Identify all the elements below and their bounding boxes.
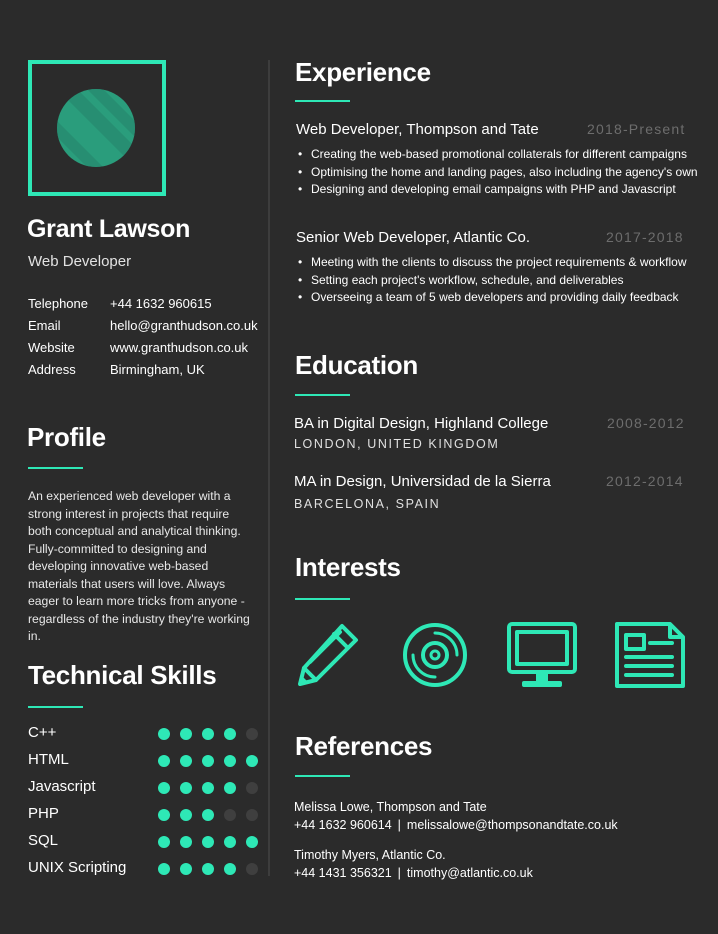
- reference-email[interactable]: timothy@atlantic.co.uk: [406, 866, 533, 880]
- skill-dot-filled: [202, 755, 214, 767]
- avatar: [28, 60, 166, 196]
- skill-name: UNIX Scripting: [28, 859, 127, 876]
- reference-email[interactable]: melissalowe@thompsonandtate.co.uk: [406, 818, 618, 832]
- skill-dot-filled: [180, 863, 192, 875]
- pencil-icon: [294, 620, 362, 688]
- skill-dot-filled: [158, 728, 170, 740]
- references-heading-underline: [295, 775, 350, 777]
- skills-heading: Technical Skills: [28, 660, 217, 690]
- skill-row: [28, 751, 260, 771]
- profile-text: An experienced web developer with a strong interest in projects that require both conceptual and analytical thinking. Fully-committed to designing and developing innovative web-based materials that users will love. Always eager to learn more tricks from anyone - regardless of the industry they're working in.: [28, 489, 250, 643]
- job-title: Web Developer, Thompson and Tate: [296, 121, 539, 138]
- contact-email-value[interactable]: hello@granthudson.co.uk: [110, 318, 258, 333]
- profile-heading-underline: [28, 467, 83, 469]
- skill-dot-empty: [224, 809, 236, 821]
- person-title: Web Developer: [28, 253, 132, 270]
- job-title: Senior Web Developer, Atlantic Co.: [296, 229, 531, 246]
- reference-phone: +44 1632 960614: [294, 818, 392, 832]
- skill-dot-filled: [202, 809, 214, 821]
- education-dates: 2012-2014: [606, 473, 684, 489]
- skill-dot-filled: [224, 836, 236, 848]
- skill-dot-filled: [202, 782, 214, 794]
- skill-dot-filled: [180, 728, 192, 740]
- skill-dot-filled: [202, 728, 214, 740]
- skill-dot-filled: [246, 755, 258, 767]
- monitor-icon: [506, 621, 578, 689]
- job-bullet: • Meeting with the clients to discuss the project requirements & workflow: [296, 254, 687, 272]
- skill-name: Javascript: [28, 778, 96, 795]
- reference-contact: [294, 816, 618, 834]
- skill-dot-filled: [180, 755, 192, 767]
- skill-dot-filled: [180, 782, 192, 794]
- skills-heading-underline: [28, 706, 83, 708]
- reference-separator: |: [397, 866, 401, 880]
- disc-icon: [401, 621, 469, 689]
- column-divider: [268, 60, 270, 876]
- skill-name: SQL: [28, 832, 59, 849]
- reference-phone: +44 1431 356321: [294, 866, 392, 880]
- skill-name: C++: [28, 724, 57, 741]
- contact-telephone-value: +44 1632 960615: [110, 296, 212, 311]
- references-heading: References: [295, 731, 433, 761]
- skill-row: [28, 832, 260, 852]
- skill-dot-filled: [224, 863, 236, 875]
- skill-dot-filled: [246, 836, 258, 848]
- contact-label: Address: [28, 362, 76, 377]
- contact-label: Email: [28, 318, 61, 333]
- skill-dot-filled: [224, 755, 236, 767]
- reference-name: Timothy Myers, Atlantic Co.: [294, 848, 446, 862]
- skill-dot-filled: [180, 809, 192, 821]
- avatar-frame: [28, 60, 166, 196]
- newspaper-icon: [614, 621, 686, 689]
- person-name: Grant Lawson: [27, 215, 191, 243]
- job-dates: 2018-Present: [587, 121, 686, 137]
- skill-dot-empty: [246, 728, 258, 740]
- job-bullet: • Creating the web-based promotional collaterals for different campaigns: [296, 146, 698, 164]
- job-bullet: • Setting each project's workflow, schedule, and deliverables: [296, 272, 687, 290]
- contact-address-value: Birmingham, UK: [110, 362, 205, 377]
- education-location: BARCELONA, SPAIN: [294, 497, 441, 511]
- contact-label: Website: [28, 340, 75, 355]
- job-bullets: [296, 254, 687, 307]
- education-location: LONDON, UNITED KINGDOM: [294, 437, 500, 451]
- reference-name: Melissa Lowe, Thompson and Tate: [294, 800, 487, 814]
- contact-label: Telephone: [28, 296, 88, 311]
- skill-dot-filled: [158, 809, 170, 821]
- education-degree: MA in Design, Universidad de la Sierra: [294, 473, 551, 490]
- education-dates: 2008-2012: [607, 415, 685, 431]
- skill-row: [28, 778, 260, 798]
- job-dates: 2017-2018: [606, 229, 684, 245]
- education-degree: BA in Digital Design, Highland College: [294, 415, 549, 432]
- skill-dot-empty: [246, 809, 258, 821]
- job-bullet: • Designing and developing email campaigns with PHP and Javascript: [296, 181, 698, 199]
- reference-contact: [294, 864, 533, 882]
- interests-heading-underline: [295, 598, 350, 600]
- profile-heading: Profile: [27, 422, 106, 452]
- skill-dot-filled: [158, 863, 170, 875]
- skill-dot-filled: [224, 728, 236, 740]
- skill-row: [28, 859, 260, 879]
- education-heading-underline: [295, 394, 350, 396]
- skill-row: [28, 724, 260, 744]
- skill-row: [28, 805, 260, 825]
- job-bullet: • Optimising the home and landing pages, also including the agency's own: [296, 164, 698, 182]
- experience-heading-underline: [295, 100, 350, 102]
- contact-website-value[interactable]: www.granthudson.co.uk: [110, 340, 249, 355]
- skill-dot-filled: [224, 782, 236, 794]
- skill-dot-filled: [202, 863, 214, 875]
- skill-dot-empty: [246, 782, 258, 794]
- skill-dot-empty: [246, 863, 258, 875]
- skill-dot-filled: [202, 836, 214, 848]
- job-bullet: • Overseeing a team of 5 web developers and providing daily feedback: [296, 289, 687, 307]
- reference-separator: |: [397, 818, 401, 832]
- skill-dot-filled: [180, 836, 192, 848]
- skill-dot-filled: [158, 755, 170, 767]
- job-bullets: [296, 146, 698, 199]
- skill-name: HTML: [28, 751, 69, 768]
- skill-dot-filled: [158, 782, 170, 794]
- interests-heading: Interests: [295, 552, 401, 582]
- experience-heading: Experience: [295, 57, 431, 87]
- skill-dot-filled: [158, 836, 170, 848]
- skill-name: PHP: [28, 805, 59, 822]
- education-heading: Education: [295, 350, 418, 380]
